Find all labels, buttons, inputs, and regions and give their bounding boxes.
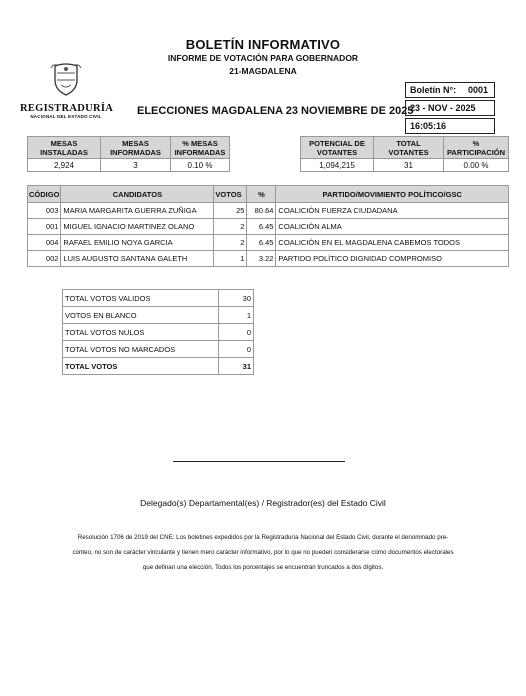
stat-value: 2,924 <box>28 159 101 172</box>
total-row <box>63 324 254 341</box>
total-row-grand <box>63 358 254 375</box>
total-row <box>63 341 254 358</box>
report-subtitle: INFORME DE VOTACIÓN PARA GOBERNADOR <box>167 53 359 63</box>
candidate-votes: 2 <box>214 219 247 235</box>
total-label: TOTAL VOTOS NO MARCADOS <box>63 341 219 358</box>
signature-line <box>173 461 345 462</box>
stat-value: 3 <box>101 159 171 172</box>
stat-header: MESAS INSTALADAS <box>28 137 101 159</box>
stat-value: 0.10 % <box>171 159 230 172</box>
candidate-pct: 6.45 <box>247 219 276 235</box>
col-header-partido: PARTIDO/MOVIMIENTO POLÍTICO/GSC <box>276 186 509 203</box>
delegate-label: Delegado(s) Departamental(es) / Registrador(es) del Estado Civil <box>140 498 386 508</box>
document-title: BOLETÍN INFORMATIVO <box>185 37 341 52</box>
candidate-pct: 3.22 <box>247 251 276 267</box>
table-row <box>28 235 509 251</box>
total-value: 0 <box>219 324 254 341</box>
total-label: VOTOS EN BLANCO <box>63 307 219 324</box>
total-value: 1 <box>219 307 254 324</box>
totals-table <box>62 289 254 375</box>
candidate-votes: 2 <box>214 235 247 251</box>
table-row <box>28 251 509 267</box>
table-row <box>28 203 509 219</box>
boletin-label: Boletín N°: <box>410 85 457 95</box>
logo-name: REGISTRADURÍA <box>20 103 114 114</box>
stat-header: MESAS INFORMADAS <box>101 137 171 159</box>
candidate-party: COALICIÓN FUERZA CIUDADANA <box>276 203 509 219</box>
candidate-pct: 80.64 <box>247 203 276 219</box>
department-label: 21-MAGDALENA <box>229 66 297 76</box>
total-row <box>63 290 254 307</box>
footer-line: que definan una elección. Todos los porcentajes se encuentran truncados a dos dígitos. <box>142 564 384 571</box>
votantes-stats-table <box>300 136 509 172</box>
logo-subtitle: NACIONAL DEL ESTADO CIVIL <box>30 114 102 119</box>
boletin-date: 23 - NOV - 2025 <box>405 100 495 116</box>
candidate-name: RAFAEL EMILIO NOYA GARCIA <box>61 235 214 251</box>
candidate-party: COALICIÓN EN EL MAGDALENA CABEMOS TODOS <box>276 235 509 251</box>
stat-header: % PARTICIPACIÓN <box>444 137 509 159</box>
total-value: 30 <box>219 290 254 307</box>
candidate-party: PARTIDO POLÍTICO DIGNIDAD COMPROMISO <box>276 251 509 267</box>
coat-of-arms-icon <box>49 62 83 96</box>
stat-value: 31 <box>374 159 444 172</box>
total-label: TOTAL VOTOS VALIDOS <box>63 290 219 307</box>
elections-title: ELECCIONES MAGDALENA 23 NOVIEMBRE DE 2025 <box>137 105 414 117</box>
candidates-table <box>27 185 509 267</box>
candidate-votes: 25 <box>214 203 247 219</box>
candidate-code: 004 <box>28 235 61 251</box>
footer-line: conteo, no son de carácter vinculante y tienen mero carácter informativo, por lo que no pueden considerarse como documentos electorales <box>72 549 454 556</box>
total-value: 0 <box>219 341 254 358</box>
candidate-code: 002 <box>28 251 61 267</box>
stat-value: 0.00 % <box>444 159 509 172</box>
candidate-code: 003 <box>28 203 61 219</box>
mesas-stats-table <box>27 136 230 172</box>
total-label: TOTAL VOTOS NULOS <box>63 324 219 341</box>
candidate-name: MIGUEL IGNACIO MARTINEZ OLANO <box>61 219 214 235</box>
boletin-number-row <box>405 82 495 98</box>
col-header-codigo: CÓDIGO <box>28 186 61 203</box>
stat-header: % MESAS INFORMADAS <box>171 137 230 159</box>
boletin-time: 16:05:16 <box>405 118 495 134</box>
boletin-number: 0001 <box>467 85 488 95</box>
candidate-votes: 1 <box>214 251 247 267</box>
candidate-pct: 6.45 <box>247 235 276 251</box>
col-header-votos: VOTOS <box>214 186 247 203</box>
table-row <box>28 219 509 235</box>
registraduria-logo <box>20 62 112 119</box>
candidate-code: 001 <box>28 219 61 235</box>
stat-value: 1,094,215 <box>301 159 374 172</box>
boletin-info-box <box>405 80 495 134</box>
candidate-party: COALICIÓN ALMA <box>276 219 509 235</box>
total-value: 31 <box>219 358 254 375</box>
legal-footer <box>18 530 508 575</box>
total-label: TOTAL VOTOS <box>63 358 219 375</box>
col-header-pct: % <box>247 186 276 203</box>
col-header-candidatos: CANDIDATOS <box>61 186 214 203</box>
total-row <box>63 307 254 324</box>
footer-line: Resolución 1706 de 2019 del CNE: Los boletines expedidos por la Registraduría Nacional del Estado Civil, durante el denominado pre- <box>77 534 449 541</box>
candidate-name: LUIS AUGUSTO SANTANA GALETH <box>61 251 214 267</box>
stat-header: POTENCIAL DE VOTANTES <box>301 137 374 159</box>
candidate-name: MARIA MARGARITA GUERRA ZUÑIGA <box>61 203 214 219</box>
stat-header: TOTAL VOTANTES <box>374 137 444 159</box>
